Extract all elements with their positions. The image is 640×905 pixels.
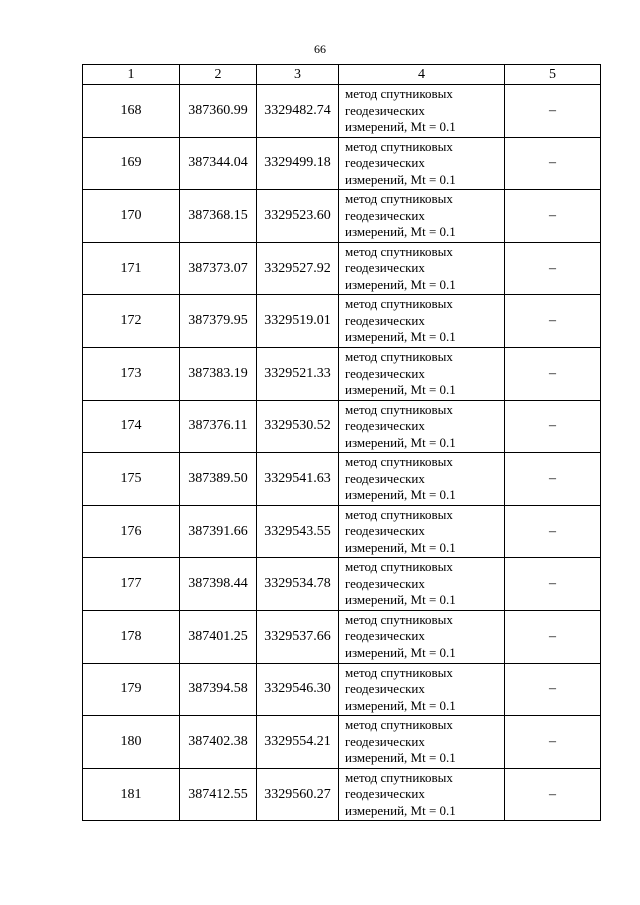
x-coordinate-cell: 387402.38 [180,716,257,769]
header-col-3: 3 [257,65,339,85]
point-number-cell: 180 [83,716,180,769]
method-line: измерений, Mt = 0.1 [345,434,456,450]
y-coordinate-cell: 3329527.92 [257,242,339,295]
method-line: метод спутниковых [345,769,453,785]
table-row [83,768,601,821]
method-line: измерений, Mt = 0.1 [345,276,456,292]
point-number-cell: 170 [83,190,180,243]
method-line: геодезических [345,312,425,328]
point-number-cell: 177 [83,558,180,611]
header-col-1: 1 [83,65,180,85]
point-number-cell: 171 [83,242,180,295]
note-cell: – [505,295,601,348]
x-coordinate-cell: 387412.55 [180,768,257,821]
method-line: метод спутниковых [345,559,453,575]
method-line: измерений, Mt = 0.1 [345,171,456,187]
method-cell [339,610,505,663]
table-row [83,400,601,453]
x-coordinate-cell: 387373.07 [180,242,257,295]
table-row [83,610,601,663]
point-number-cell: 175 [83,453,180,506]
note-cell: – [505,190,601,243]
y-coordinate-cell: 3329554.21 [257,716,339,769]
page-number: 66 [314,42,326,56]
x-coordinate-cell: 387394.58 [180,663,257,716]
note-cell: – [505,768,601,821]
y-coordinate-cell: 3329523.60 [257,190,339,243]
method-line: метод спутниковых [345,138,453,154]
method-line: метод спутниковых [345,191,453,207]
method-cell [339,137,505,190]
header-row [83,65,601,85]
method-line: геодезических [345,575,425,591]
method-cell [339,295,505,348]
method-line: измерений, Mt = 0.1 [345,382,456,398]
x-coordinate-cell: 387344.04 [180,137,257,190]
x-coordinate-cell: 387360.99 [180,85,257,138]
table-header [83,65,601,85]
table-row [83,505,601,558]
method-line: метод спутниковых [345,86,453,102]
x-coordinate-cell: 387401.25 [180,610,257,663]
coordinates-table [82,64,601,821]
method-cell [339,400,505,453]
point-number-cell: 179 [83,663,180,716]
note-cell: – [505,453,601,506]
table-row [83,242,601,295]
method-line: метод спутниковых [345,296,453,312]
point-number-cell: 181 [83,768,180,821]
method-line: метод спутниковых [345,717,453,733]
x-coordinate-cell: 387376.11 [180,400,257,453]
method-line: геодезических [345,786,425,802]
header-col-5: 5 [505,65,601,85]
x-coordinate-cell: 387389.50 [180,453,257,506]
point-number-cell: 174 [83,400,180,453]
method-line: измерений, Mt = 0.1 [345,802,456,818]
y-coordinate-cell: 3329560.27 [257,768,339,821]
x-coordinate-cell: 387383.19 [180,347,257,400]
point-number-cell: 178 [83,610,180,663]
table-row [83,137,601,190]
method-line: геодезических [345,523,425,539]
method-line: метод спутниковых [345,243,453,259]
method-line: измерений, Mt = 0.1 [345,329,456,345]
x-coordinate-cell: 387368.15 [180,190,257,243]
y-coordinate-cell: 3329530.52 [257,400,339,453]
method-cell [339,453,505,506]
table-row [83,347,601,400]
point-number-cell: 176 [83,505,180,558]
table-row [83,716,601,769]
table-row [83,663,601,716]
y-coordinate-cell: 3329537.66 [257,610,339,663]
note-cell: – [505,400,601,453]
method-line: геодезических [345,418,425,434]
point-number-cell: 172 [83,295,180,348]
table-row [83,190,601,243]
y-coordinate-cell: 3329499.18 [257,137,339,190]
x-coordinate-cell: 387379.95 [180,295,257,348]
method-line: измерений, Mt = 0.1 [345,539,456,555]
note-cell: – [505,505,601,558]
method-line: измерений, Mt = 0.1 [345,697,456,713]
method-line: метод спутниковых [345,611,453,627]
method-line: геодезических [345,470,425,486]
method-cell [339,663,505,716]
x-coordinate-cell: 387398.44 [180,558,257,611]
method-line: геодезических [345,628,425,644]
table-body [83,85,601,821]
method-cell [339,558,505,611]
method-line: геодезических [345,155,425,171]
method-line: измерений, Mt = 0.1 [345,592,456,608]
method-cell [339,505,505,558]
y-coordinate-cell: 3329543.55 [257,505,339,558]
y-coordinate-cell: 3329482.74 [257,85,339,138]
y-coordinate-cell: 3329541.63 [257,453,339,506]
method-cell [339,768,505,821]
method-line: метод спутниковых [345,349,453,365]
method-line: метод спутниковых [345,664,453,680]
header-col-4: 4 [339,65,505,85]
note-cell: – [505,137,601,190]
method-line: геодезических [345,207,425,223]
note-cell: – [505,242,601,295]
method-line: геодезических [345,681,425,697]
method-line: геодезических [345,365,425,381]
point-number-cell: 168 [83,85,180,138]
y-coordinate-cell: 3329519.01 [257,295,339,348]
table-row [83,558,601,611]
x-coordinate-cell: 387391.66 [180,505,257,558]
note-cell: – [505,85,601,138]
y-coordinate-cell: 3329521.33 [257,347,339,400]
method-line: метод спутниковых [345,506,453,522]
table-row [83,85,601,138]
table-row [83,453,601,506]
method-line: измерений, Mt = 0.1 [345,644,456,660]
method-line: метод спутниковых [345,401,453,417]
note-cell: – [505,663,601,716]
note-cell: – [505,347,601,400]
note-cell: – [505,558,601,611]
method-line: измерений, Mt = 0.1 [345,224,456,240]
method-line: геодезических [345,102,425,118]
y-coordinate-cell: 3329534.78 [257,558,339,611]
method-cell [339,716,505,769]
header-col-2: 2 [180,65,257,85]
y-coordinate-cell: 3329546.30 [257,663,339,716]
method-cell [339,347,505,400]
method-line: геодезических [345,260,425,276]
method-cell [339,242,505,295]
method-line: метод спутниковых [345,454,453,470]
method-cell [339,85,505,138]
table-row [83,295,601,348]
method-line: измерений, Mt = 0.1 [345,119,456,135]
method-line: измерений, Mt = 0.1 [345,487,456,503]
method-line: геодезических [345,733,425,749]
method-cell [339,190,505,243]
point-number-cell: 173 [83,347,180,400]
point-number-cell: 169 [83,137,180,190]
method-line: измерений, Mt = 0.1 [345,750,456,766]
note-cell: – [505,610,601,663]
note-cell: – [505,716,601,769]
